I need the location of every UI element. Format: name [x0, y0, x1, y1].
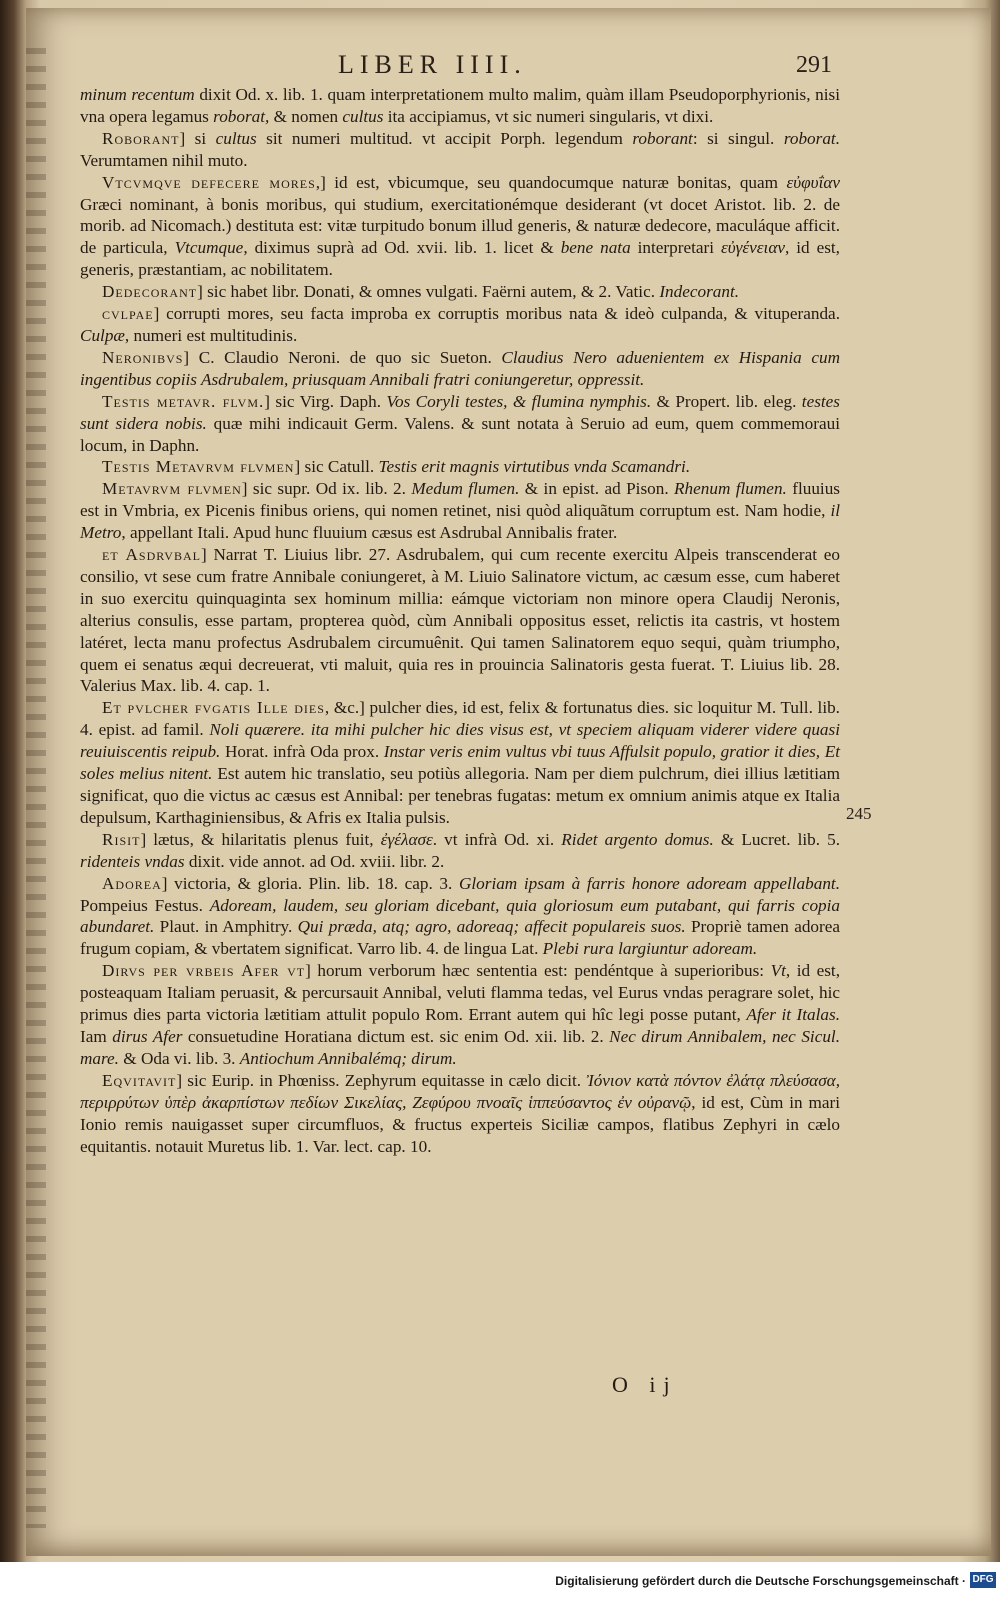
commentary-paragraph — [80, 829, 840, 873]
text-run: . vt infrà Od. xi. — [432, 829, 562, 849]
text-run: Iam — [80, 1026, 113, 1046]
italic-quote: cultus — [215, 128, 257, 148]
facing-page-edge — [26, 48, 46, 1528]
dfg-logo-icon: DFG — [970, 1572, 996, 1588]
text-run: quæ mihi indicauit Germ. Valens. & sunt notata à Seruio ad eum, quem commemoraui locum, in Daphn. — [80, 413, 840, 455]
commentary-paragraph — [80, 84, 840, 128]
text-run: ] sic Catull. — [294, 457, 379, 477]
text-run: ita accipiamus, vt sic numeri singularis, vt dixi. — [383, 106, 714, 126]
running-title: LIBER IIII. — [338, 50, 527, 79]
italic-quote: Qui præda, atq; agro, adoreaq; affecit populareis suos. — [297, 917, 686, 937]
italic-quote: roborat, — [213, 106, 270, 126]
text-run: Plaut. in Amphitry. — [154, 917, 298, 937]
signature-mark: O ij — [612, 1372, 678, 1397]
commentary-paragraph — [80, 873, 840, 961]
text-run: ] lætus, & hilaritatis plenus fuit, — [140, 829, 381, 849]
text-run: ] Narrat T. Liuius libr. 27. Asdrubalem, qui cum recente exercitu Alpeis transcenderat eo consilio, vt sese cum fratre Annibale coniungeret, à M. Liuio Salinatore victum, ac cæsum esse, cum haberet in suo exercitu quinquaginta sex hominum millia: eámque victoriam non minore opera Claudij Neronis, alterius consulis, esse partam, propterea quòd, cùm Annibali oppositus esset, relictis ita castris, vt hostem latéret, lecta manu profectus Asdrubalem circumuênit. Qui tamen Salinatorem equo sequi, quàm triumpho, quem ei senatus æqui decreuerat, vti maluit, quia res in prouincia Salinatoris gesta fuerat. T. Liuius lib. 28. Valerius Max. lib. 4. cap. 1. — [80, 545, 840, 696]
greek-text: Ἰόνιον κατὰ πόντον ἐλάτᾳ πλεύσασα, περιρρύτων ὑπὲρ ἀκαρπίστων πεδίων Σικελίας, Ζεφύρου πνοαῖς ἱππεύσαντος ἐν οὐρανῷ — [80, 1070, 840, 1112]
commentary-text — [80, 84, 840, 1157]
lemma: Adorea — [102, 873, 162, 893]
italic-quote: Claudius Nero aduenientem ex Hispania cum ingentibus copiis Asdrubalem, priusquam Annibali fratri coniungeretur, oppressit. — [80, 347, 840, 389]
italic-quote: Gloriam ipsam à farris honore adoream appellabant. — [458, 873, 840, 893]
italic-quote: il Metro — [80, 501, 840, 543]
italic-quote: testes sunt sidera nobis. — [80, 391, 840, 433]
digitization-footer — [0, 1562, 1000, 1602]
lemma: Neronibvs — [102, 347, 184, 367]
greek-text: εὐγένειαν — [720, 238, 785, 258]
italic-quote: Afer it Italas. — [746, 1005, 840, 1025]
text-run: , id est, generis, præstantiam, ac nobilitatem. — [80, 238, 840, 280]
italic-quote: Rhenum flumen. — [674, 479, 787, 499]
lemma: Metavrvm flvmen — [102, 479, 242, 499]
italic-quote: Vtcumque — [174, 238, 244, 258]
lemma: Dedecorant — [102, 282, 198, 302]
italic-quote: Nec dirum Annibalem, nec Sicul. mare. — [80, 1026, 840, 1068]
lemma: Dirvs per vrbeis Afer vt — [102, 961, 306, 981]
marginal-number: 245 — [846, 804, 872, 823]
lemma: Eqvitavit — [102, 1070, 177, 1090]
text-run: ] sic Virg. Daph. — [264, 391, 387, 411]
text-run: ] si — [179, 128, 216, 148]
italic-quote: Plebi rura largiuntur adoream. — [542, 939, 758, 959]
greek-text: ἐγέλασε — [380, 829, 433, 849]
italic-quote: Instar veris enim vultus vbi tuus Affulsit populo, gratior it dies, Et soles melius nitent. — [80, 742, 840, 784]
italic-quote: Vos Coryli testes, & flumina nymphis. — [386, 391, 652, 411]
text-run: , &c.] pulcher dies, id est, felix & fortunatus dies. sic loquitur M. Tull. lib. 4. epist. ad famil. — [80, 698, 840, 740]
italic-quote: roborat. — [783, 128, 840, 148]
lemma: Vtcvmqve defecere mores — [102, 172, 316, 192]
italic-quote: dirus Afer — [112, 1026, 183, 1046]
italic-quote: ridenteis vndas — [80, 851, 185, 871]
italic-quote: Noli quærere. ita mihi pulcher hic dies visus est, vt speciem aliquam viderer videre quasi reuiuiscentis reipub. — [80, 720, 840, 762]
text-run: , numeri est multitudinis. — [124, 325, 298, 345]
text-run: ] sic Eurip. in Phœniss. Zephyrum equitasse in cælo dicit. — [176, 1070, 587, 1090]
lemma: Risit — [102, 829, 141, 849]
italic-quote: Culpæ — [80, 325, 125, 345]
commentary-paragraph — [80, 281, 840, 303]
text-run: , appellant Itali. Apud hunc fluuium cæsus est Asdrubal Annibalis frater. — [121, 523, 618, 543]
commentary-paragraph — [80, 347, 840, 391]
text-run: ] C. Claudio Neroni. de quo sic Sueton. — [183, 347, 502, 367]
italic-quote: roborant — [632, 128, 693, 148]
text-run: Propriè tamen adorea frugum copiam, & vbertatem significat. Varro lib. 4. de lingua Lat. — [80, 917, 840, 959]
text-run: & Oda vi. lib. 3. — [118, 1048, 240, 1068]
text-run: ] horum verborum hæc sententia est: pendéntque à superioribus: — [305, 961, 771, 981]
italic-quote: bene nata — [560, 238, 631, 258]
lemma: Testis metavr. flvm. — [102, 391, 265, 411]
lemma: et Asdrvbal — [102, 545, 201, 565]
italic-quote: Indecorant. — [659, 282, 740, 302]
page-header — [0, 42, 1000, 82]
text-run: ,] id est, vbicumque, seu quandocumque naturæ bonitas, quam — [315, 172, 787, 192]
commentary-paragraph — [80, 478, 840, 544]
text-run: ] corrupti mores, seu facta improba ex corruptis moribus nata & ideò culpanda, & vituperanda. — [153, 304, 840, 324]
italic-quote: Vt — [770, 961, 786, 981]
italic-quote: Testis erit magnis virtutibus vnda Scamandri. — [378, 457, 691, 477]
text-run: Græci nominant, à bonis moribus, qui studium, exercitationémque desiderant (vt docet Aristot. lib. 2. de morib. ad Nicomach.) destituta est: vitæ turpitudo bonum illud generis, & naturæ dedecore, maculáque afficit. de particula, — [80, 194, 840, 258]
text-run: ] sic supr. Od ix. lib. 2. — [241, 479, 412, 499]
text-run: dixit Od. x. lib. 1. quam interpretationem multo malim, quàm illam Pseudoporphyrionis, nisi vna opera legamus — [80, 85, 840, 126]
text-run: & Propert. lib. eleg. — [651, 391, 802, 411]
lemma: Roborant — [102, 128, 180, 148]
commentary-paragraph — [80, 697, 840, 828]
footer-credit: Digitalisierung gefördert durch die Deutsche Forschungsgemeinschaft · — [555, 1574, 966, 1588]
text-run: , diximus suprà ad Od. xvii. lib. 1. licet & — [243, 238, 561, 258]
lemma: cvlpae — [102, 304, 154, 324]
text-run: , id est, posteaquam Italiam peruasit, & percursauit Annibal, veluti flamma tedas, vel Eurus vndas peragrare solet, hic primus dies parta victoria lætitiam attulit populo Rom. Errant autem qui hîc legi posse putant, — [80, 961, 840, 1025]
commentary-paragraph — [80, 303, 840, 347]
italic-quote: cultus — [342, 106, 384, 126]
italic-quote: Adoream, laudem, seu gloriam dicebant, quia gloriosum eum putabant, qui farris copia abundaret. — [80, 895, 840, 937]
italic-quote: minum recentum — [80, 85, 195, 104]
text-run: : si singul. — [692, 128, 784, 148]
text-run: & Lucret. lib. 5. — [713, 829, 841, 849]
lemma: Et pvlcher fvgatis Ille dies — [102, 698, 325, 718]
text-run: Pompeius Festus. — [80, 895, 210, 915]
commentary-paragraph — [80, 960, 840, 1070]
text-run: fluuius est in Vmbria, ex Picenis finibus oriens, qui nomen retinet, nisi quòd aliquãtum corruptum est. Nam hodie, — [80, 479, 840, 521]
text-run: consuetudine Horatiana dictum est. sic enim Od. xii. lib. 2. — [182, 1026, 610, 1046]
text-run: ] victoria, & gloria. Plin. lib. 18. cap. 3. — [161, 873, 459, 893]
commentary-paragraph — [80, 128, 840, 172]
commentary-paragraph — [80, 1070, 840, 1158]
italic-quote: Medum flumen. — [411, 479, 520, 499]
text-run: ] sic habet libr. Donati, & omnes vulgati. Faërni autem, & 2. Vatic. — [197, 282, 660, 302]
text-run: & in epist. ad Pison. — [519, 479, 675, 499]
text-run: Horat. infrà Oda prox. — [220, 742, 384, 762]
commentary-paragraph — [80, 456, 840, 478]
greek-text: εὐφυΐαν — [786, 172, 840, 192]
italic-quote: Ridet argento domus. — [561, 829, 714, 849]
text-run: sit numeri multitud. vt accipit Porph. legendum — [256, 128, 633, 148]
page-number: 291 — [796, 52, 832, 78]
text-run: Verumtamen nihil muto. — [80, 150, 248, 170]
commentary-paragraph — [80, 172, 840, 282]
text-run: dixit. vide annot. ad Od. xviii. libr. 2. — [184, 851, 445, 871]
text-run: , id est, Cùm in mari Ionio remis nauigasset super circumfluos, & fructus experteis Siciliæ campos, flatibus Zephyri in cælo equitantis. notauit Muretus lib. 1. Var. lect. cap. 10. — [80, 1092, 840, 1156]
text-run: interpretari — [630, 238, 721, 258]
lemma: Testis Metavrvm flvmen — [102, 457, 295, 477]
commentary-paragraph — [80, 391, 840, 457]
commentary-paragraph — [80, 544, 840, 697]
italic-quote: Antiochum Annibalémq; dirum. — [239, 1048, 457, 1068]
text-run: Est autem hic translatio, seu potiùs allegoria. Nam per diem pulchrum, diei illius lætitiam significat, quo die victus ac cæsus est Annibal: per tenebras fugatas: metum ex omnium animis atque ex Italia depulsum, Karthaginiensibus, & Afris ex Italia pulsis. — [80, 764, 840, 827]
text-run: & nomen — [269, 106, 343, 126]
